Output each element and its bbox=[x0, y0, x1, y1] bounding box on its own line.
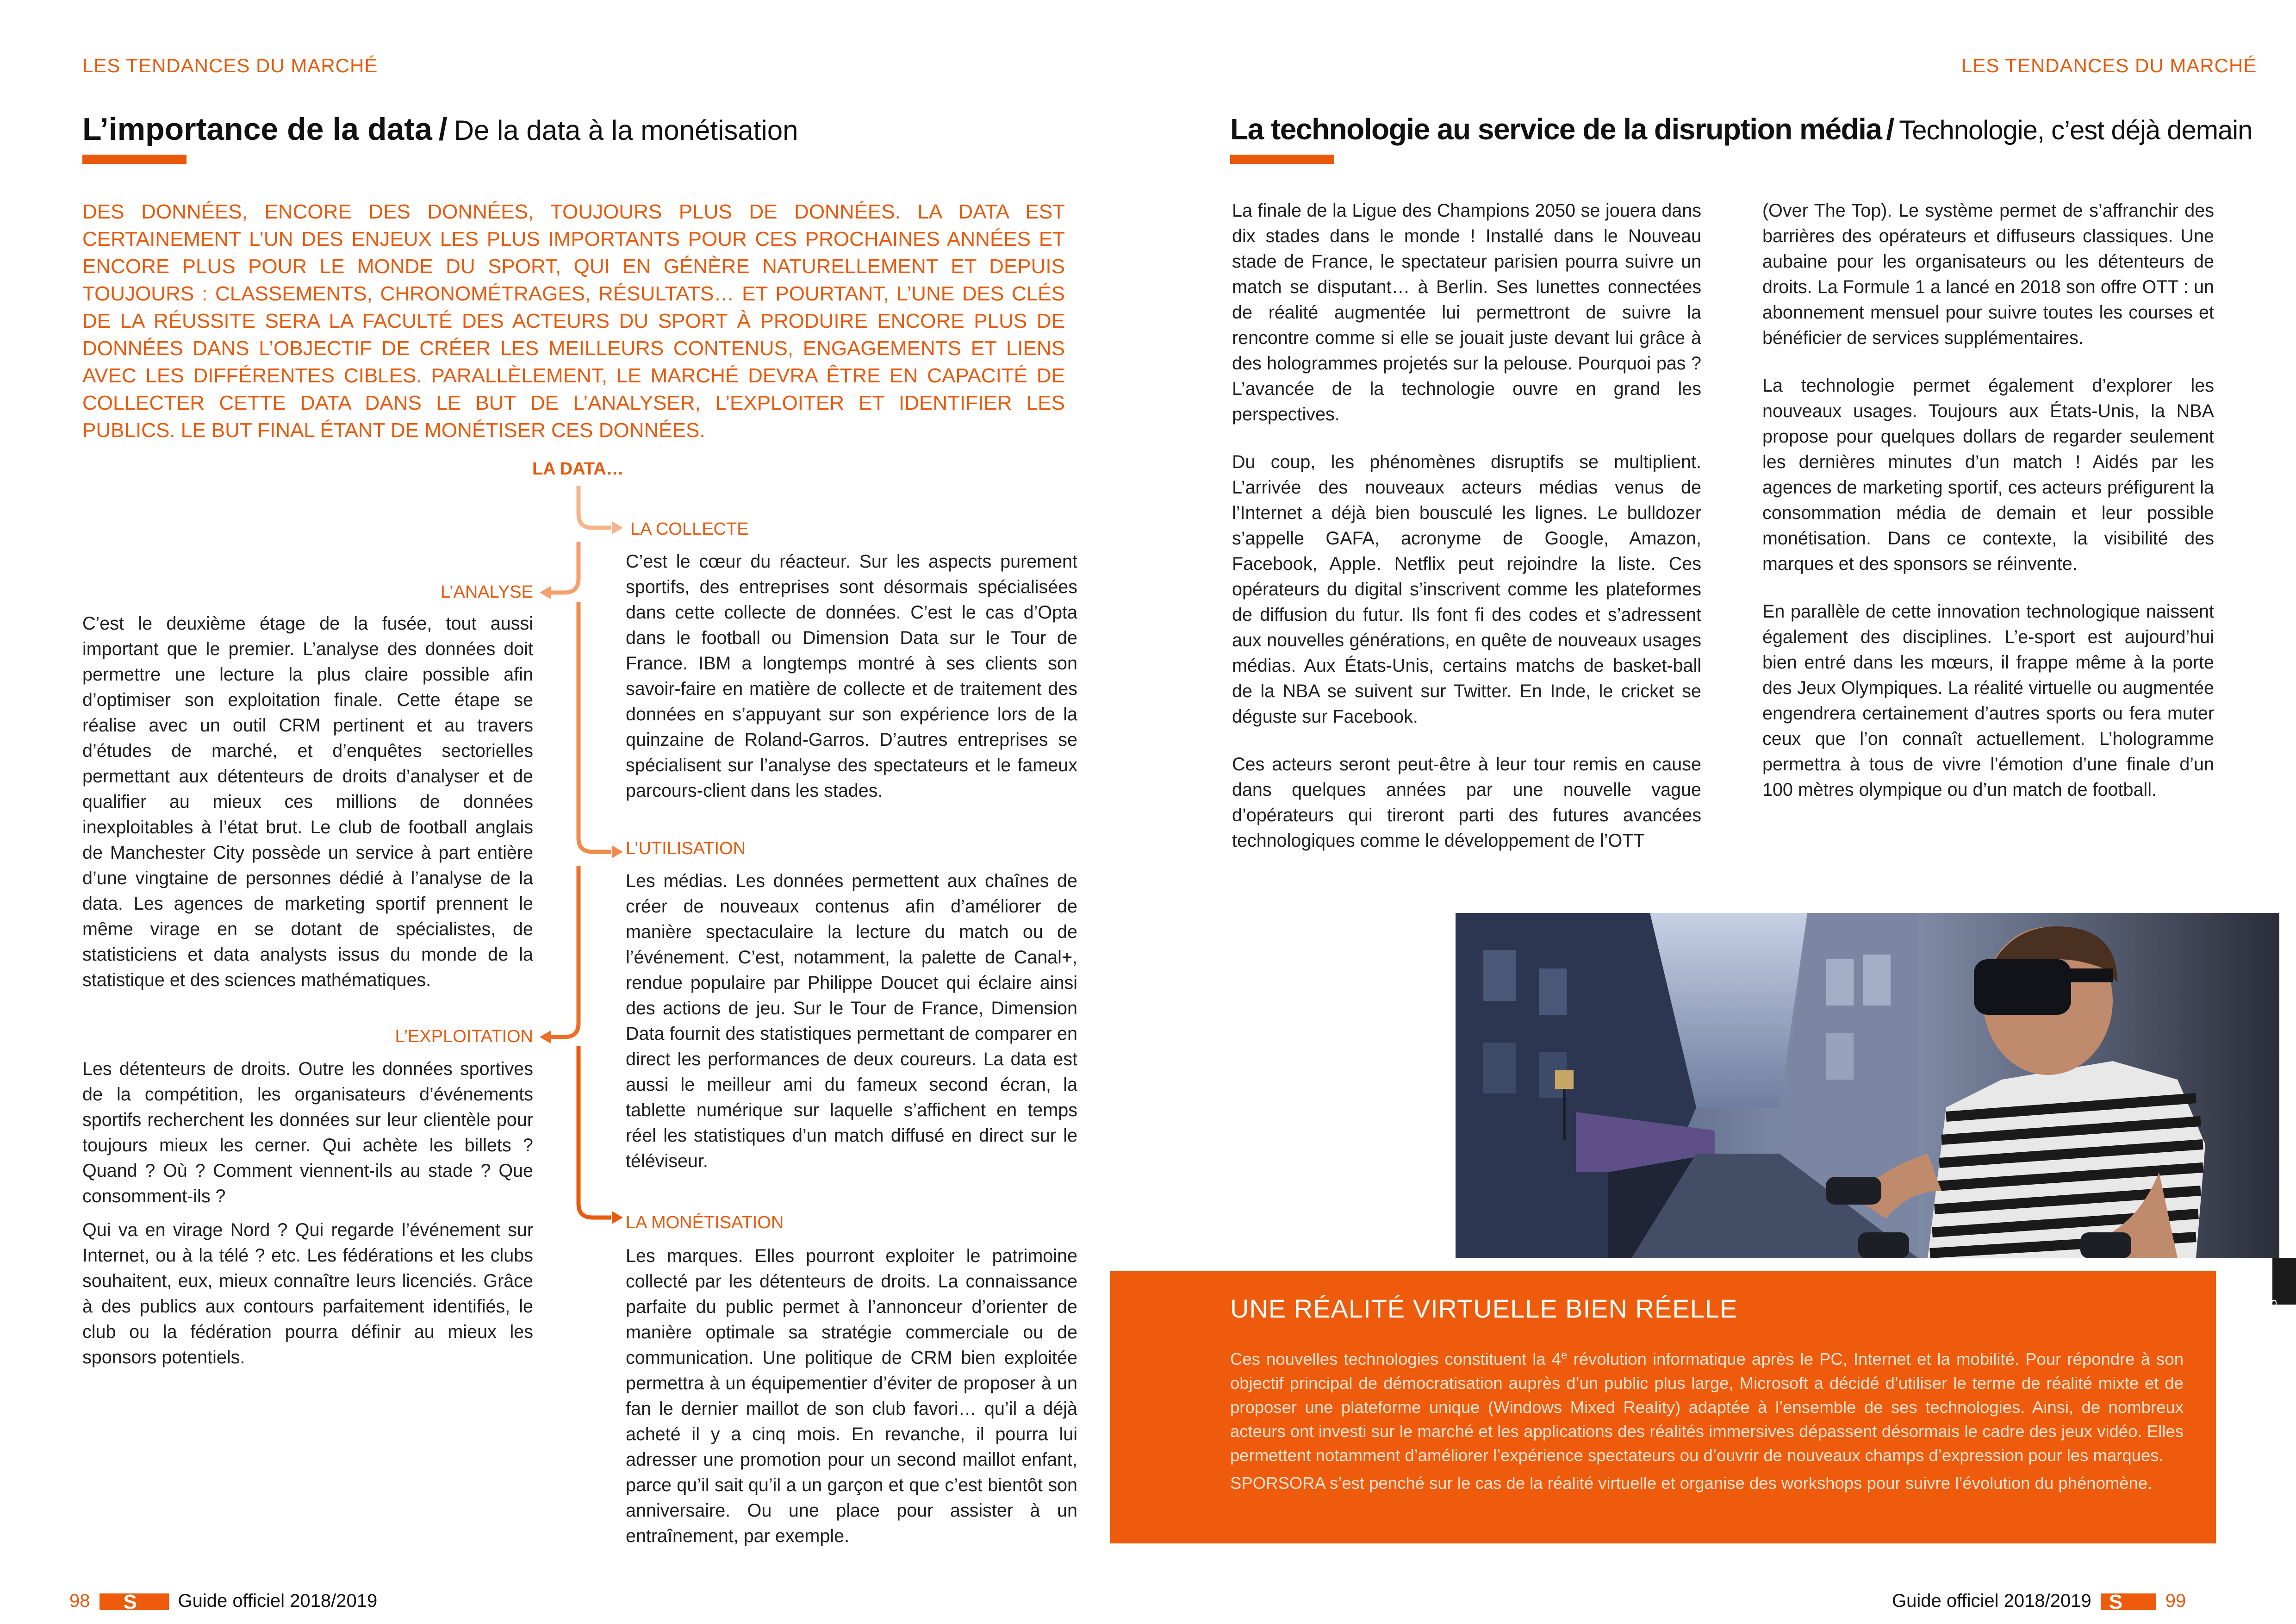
sidebar-body bbox=[1230, 1343, 2184, 1499]
sidebar-box bbox=[1110, 1271, 2216, 1543]
arrow-head-analyse bbox=[540, 586, 551, 599]
page-title-left bbox=[82, 111, 798, 147]
page-title-right bbox=[1230, 112, 2252, 146]
col1-paragraph-1: La finale de la Ligue des Champions 2050 se jouera dans dix stades dans le monde ! Installé dans le Nouveau stade de France, le spectateur parisien pourra suivre un match se disputant… à Berlin. Ses lunettes connectées de réalité augmentée lui permettront de suivre la rencontre comme si elle se jouait juste devant lui grâce à des hologrammes projetés sur la pelouse. Pourquoi pas ? L’avancée de la technologie ouvre en grand les perspectives. bbox=[1232, 200, 1701, 425]
title-subtitle: De la data à la monétisation bbox=[454, 115, 798, 146]
sidebar-paragraph-2: SPORSORA s’est penché sur le cas de la réalité virtuelle et organise des workshops pour suivre l’évolution du phénomène. bbox=[1230, 1474, 2153, 1493]
col1-paragraph-3: Ces acteurs seront peut-être à leur tour remis en cause dans quelques années par une nouvelle vague d’opérateurs qui tireront parti des futures avancées technologiques comme le développement de l’OTT bbox=[1232, 754, 1701, 851]
flow-arrow-exploitation bbox=[551, 866, 579, 1037]
photo-credit bbox=[2264, 1292, 2287, 1398]
step-label-exploitation: L’EXPLOITATION bbox=[395, 1027, 533, 1046]
step-text-utilisation: Les médias. Les données permettent aux chaînes de créer de nouveaux contenus afin d’améliorer de manière spectaculaire la lecture du match ou de l’événement. C’est, notamment, la palette de Canal+, rendue populaire par Philippe Doucet qui éclaire ainsi des actions de jeu. Sur le Tour de France, Dimension Data fournit des statistiques permettant de comparer en direct les performances de deux coureurs. La data est aussi le meilleur ami du fameux second écran, la tablette numérique sur laquelle s’affichent en temps réel les statistiques d’un match diffusé en direct sur le téléviseur. bbox=[626, 871, 1077, 1171]
footer-right bbox=[1892, 1591, 2186, 1612]
step-label-analyse: L’ANALYSE bbox=[441, 582, 533, 602]
sporsora-logo: S bbox=[100, 1593, 169, 1610]
flow-arrow-monetisation bbox=[579, 1046, 611, 1218]
arrow-head-monetisation bbox=[612, 1211, 623, 1224]
footer-left bbox=[69, 1591, 377, 1612]
vr-player-photo bbox=[1456, 913, 2279, 1258]
col1-paragraph-2: Du coup, les phénomènes disruptifs se multiplient. L’arrivée des nouveaux acteurs médias venus de l’Internet a déjà bien bousculé les lignes. Le bulldozer s’appelle GAFA, acronyme de Google, Amazon, Facebook, Apple. Netflix peut rejoindre la liste. Ces opérateurs du digital s’inscrivent comme les plateformes de diffusion du futur. Ils font fi des codes et s’adressent aux nouvelles générations, en quête de nouveaux usages médias. Aux États-Unis, certains matchs de basket-ball de la NBA se suivent sur Twitter. En Inde, le cricket se déguste sur Facebook. bbox=[1232, 452, 1701, 727]
step-text-exploitation bbox=[82, 1056, 533, 1393]
footer-guide-text-right: Guide officiel 2018/2019 bbox=[1892, 1591, 2091, 1611]
photo-credit-text: © SAM YEH / AFP bbox=[2269, 1299, 2283, 1398]
running-head-left: LES TENDANCES DU MARCHÉ bbox=[82, 55, 378, 76]
col2-paragraph-3: En parallèle de cette innovation technologique naissent également des disciplines. L’e-sport est aujourd’hui bien entré dans les mœurs, il frappe même à la porte des Jeux Olympiques. La réalité virtuelle ou augmentée engendrera certainement d’autres sports ou fera muter ceux que l’on connaît actuellement. L’hologramme permettra à tous de vivre l’émotion d’une finale d’un 100 mètres olympique ou d’un match de football. bbox=[1762, 601, 2214, 800]
step-label-monetisation: LA MONÉTISATION bbox=[626, 1213, 784, 1232]
running-head-right: LES TENDANCES DU MARCHÉ bbox=[1961, 55, 2257, 76]
arrow-head-exploitation bbox=[540, 1031, 551, 1043]
title-underline bbox=[82, 155, 187, 164]
step-label-collecte: LA COLLECTE bbox=[630, 519, 749, 539]
step-text-monetisation: Les marques. Elles pourront exploiter le patrimoine collecté par les détenteurs de droits. La connaissance parfaite du public permet à l’annonceur d’orienter de manière optimale sa stratégie commerciale ou de communication. Une politique de CRM bien exploitée permettra à un équipementier d’éviter de proposer à un fan le dernier maillot de son club favori… qu’il a déjà acheté il y a cinq mois. En revanche, il pourra lui adresser une promotion pour un second maillot enfant, parce qu’il sait qu’il a un garçon et que c’est bientôt son anniversaire. Ou une place pour assister à un entraînement, par exemple. bbox=[626, 1246, 1077, 1546]
arrow-head-collecte bbox=[612, 521, 623, 534]
title-separator-right: / bbox=[1886, 112, 1895, 146]
sidebar-paragraph-1: Ces nouvelles technologies constituent la 4e révolution informatique après le PC, Internet et la mobilité. Pour répondre à son objectif principal de démocratisation auprès d’un public plus large, Microsoft a décidé d’utiliser le terme de réalité mixte et de proposer une plateforme unique (Windows Mixed Reality) adaptée à l’ensemble de ses technologies. Ainsi, de nombreux acteurs ont investi sur le marché et les applications des réalités immersives dépassent désormais le cadre des jeux vidéo. Elles permettent notamment d’améliorer l’expérience spectateurs ou d’ouvrir de nouveaux champs d’expression pour les marques. bbox=[1230, 1349, 2184, 1465]
arrow-head-utilisation bbox=[612, 845, 623, 858]
title-main-right: La technologie au service de la disruption média bbox=[1230, 112, 1882, 146]
flow-arrow-utilisation bbox=[579, 602, 611, 852]
step-text-analyse: C’est le deuxième étage de la fusée, tout aussi important que le premier. L’analyse des données doit permettre une lecture la plus claire possible afin d’optimiser son exploitation finale. Cette étape se réalise avec un outil CRM pertinent et au travers d’études de marché, et d’enquêtes sectorielles permettant aux détenteurs de droits d’analyser et de qualifier au mieux ces millions de données inexploitables à l’état brut. Le club de football anglais de Manchester City possède un service à part entière d’une vingtaine de personnes dédié à l’analyse de la data. Les agences de marketing sportif prennent le même virage en se dotant de spécialistes, de statisticiens et data analysts issus du monde de la statistique et des sciences mathématiques. bbox=[82, 613, 533, 990]
article-column-1 bbox=[1232, 198, 1701, 876]
flow-arrow-collecte bbox=[579, 486, 611, 528]
step-text-collecte: C’est le cœur du réacteur. Sur les aspects purement sportifs, des entreprises sont désormais spécialisées dans cette collecte de données. C’est le cas d’Opta dans le football ou Dimension Data sur le Tour de France. IBM a longtemps montré à ses clients son savoir-faire en matière de collecte et de traitement des données en s’appuyant sur son expérience lors de la quinzaine de Roland-Garros. D’autres entreprises se spécialisent sur l’analyse des spectateurs et le fameux parcours-client dans les stades. bbox=[626, 551, 1077, 801]
title-subtitle-right: Technologie, c’est déjà demain bbox=[1899, 115, 2252, 145]
step-label-utilisation: L’UTILISATION bbox=[626, 839, 746, 858]
vr-photo-illustration bbox=[1456, 913, 2279, 1258]
flow-start-label: LA DATA… bbox=[532, 459, 624, 479]
intro-paragraph: DES DONNÉES, ENCORE DES DONNÉES, TOUJOURS PLUS DE DONNÉES. LA DATA EST CERTAINEMENT L’UN DES ENJEUX LES PLUS IMPORTANTS POUR CES PROCHAINES ANNÉES ET ENCORE PLUS POUR LE MONDE DU SPORT, QUI EN GÉNÈRE NATURELLEMENT ET DEPUIS TOUJOURS : CLASSEMENTS, CHRONOMÉTRAGES, RÉSULTATS… ET POURTANT, L’UNE DES CLÉS DE LA RÉUSSITE SERA LA FACULTÉ DES ACTEURS DU SPORT À PRODUIRE ENCORE PLUS DE DONNÉES DANS L’OBJECTIF DE CRÉER LES MEILLEURS CONTENUS, ENGAGEMENTS ET LIENS AVEC LES DIFFÉRENTES CIBLES. PARALLÈLEMENT, LE MARCHÉ DEVRA ÊTRE EN CAPACITÉ DE COLLECTER CETTE DATA DANS LE BUT DE L’ANALYSER, L’EXPLOITER ET IDENTIFIER LES PUBLICS. LE BUT FINAL ÉTANT DE MONÉTISER CES DONNÉES. bbox=[82, 200, 1065, 442]
title-main: L’importance de la data bbox=[82, 112, 432, 147]
exploitation-paragraph-2: Qui va en virage Nord ? Qui regarde l’événement sur Internet, ou à la télé ? etc. Les fédérations et les clubs souhaitent, eux, mieux connaître leurs licenciés. Grâce à des publics aux contours parfaitement identifiés, le club ou la fédération pourra définir au mieux les sponsors potentiels. bbox=[82, 1220, 533, 1368]
title-separator: / bbox=[438, 112, 448, 147]
sidebar-title: UNE RÉALITÉ VIRTUELLE BIEN RÉELLE bbox=[1230, 1294, 1738, 1323]
sporsora-logo-right: S bbox=[2101, 1593, 2156, 1610]
flow-arrow-analyse bbox=[551, 542, 579, 593]
col2-paragraph-2: La technologie permet également d’explorer les nouveaux usages. Toujours aux États-Unis, la NBA propose pour quelques dollars de regarder seulement les dernières minutes d’un match ! Aidés par les agences de marketing sportif, ces acteurs préfigurent la consommation média de demain et leur possible monétisation. Dans ce contexte, la visibilité des marques et des sponsors se réinvente. bbox=[1762, 375, 2214, 574]
footer-guide-text-left: Guide officiel 2018/2019 bbox=[178, 1591, 378, 1611]
title-underline-right bbox=[1230, 155, 1334, 164]
col2-paragraph-1: (Over The Top). Le système permet de s’affranchir des barrières des opérateurs et diffuseurs classiques. Une aubaine pour les organisateurs ou les détenteurs de droits. La Formule 1 a lancé en 2018 son offre OTT : un abonnement mensuel pour suivre toutes les courses et bénéficier de services supplémentaires. bbox=[1762, 200, 2214, 348]
article-column-2 bbox=[1762, 198, 2214, 825]
page-number-left: 98 bbox=[69, 1591, 90, 1611]
exploitation-paragraph-1: Les détenteurs de droits. Outre les données sportives de la compétition, les organisateurs d’événements sportifs recherchent les données sur leur clientèle pour toujours mieux les cerner. Qui achète les billets ? Quand ? Où ? Comment viennent-ils au stade ? Que consomment-ils ? bbox=[82, 1059, 533, 1206]
page-number-right: 99 bbox=[2165, 1591, 2186, 1611]
